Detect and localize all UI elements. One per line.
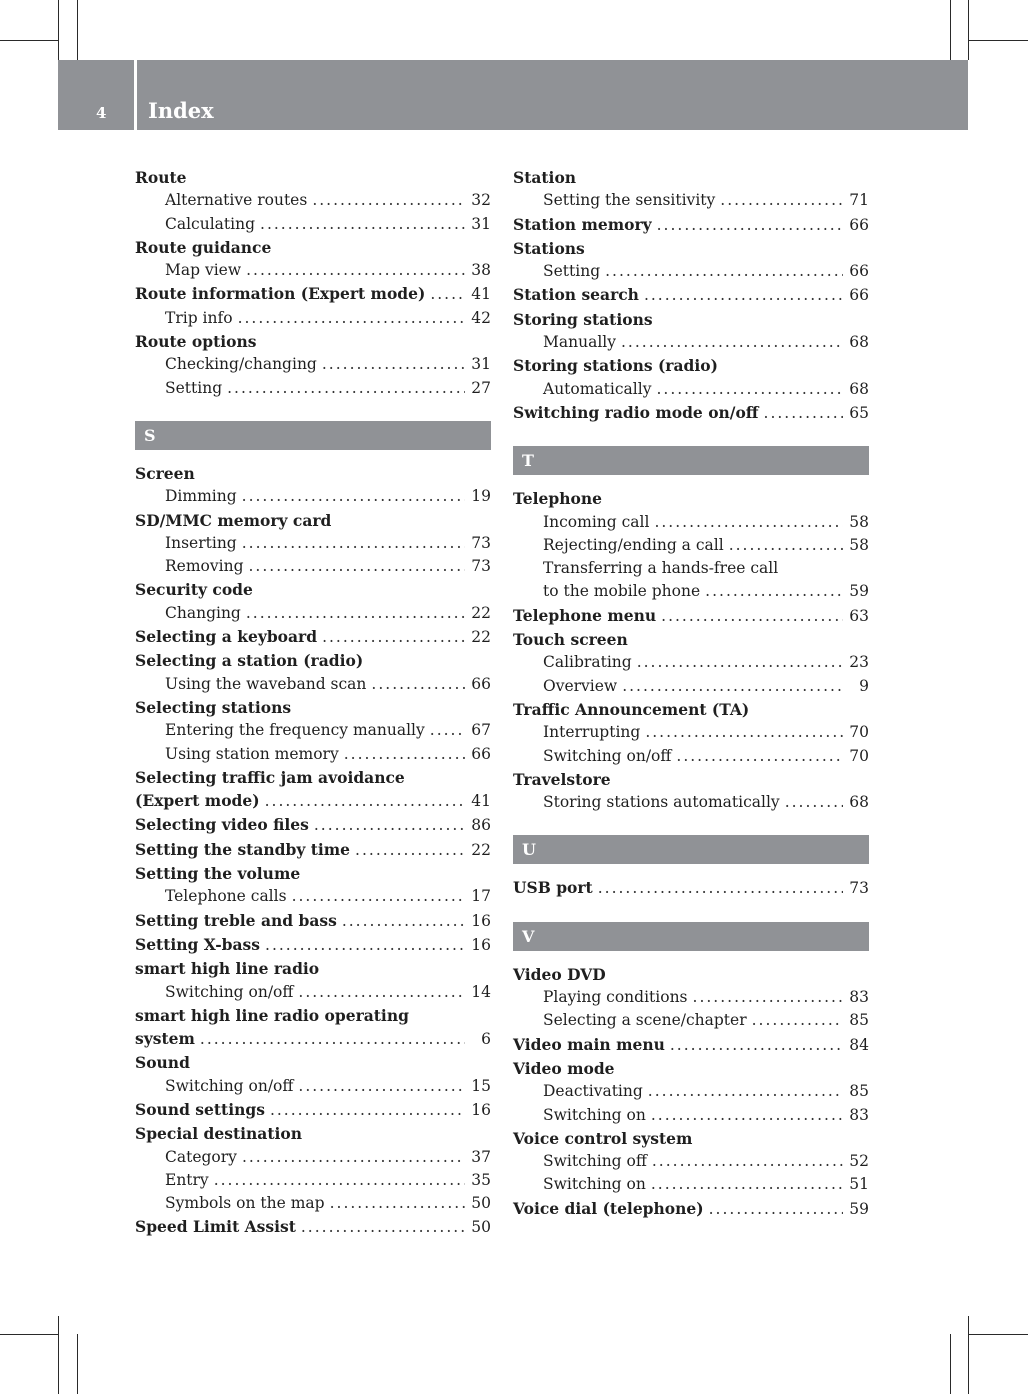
dot-leader — [693, 986, 843, 1009]
entry-text: Switching on — [543, 1175, 646, 1194]
dot-leader — [342, 910, 465, 933]
page-reference: 65 — [849, 403, 869, 422]
header-divider — [134, 60, 137, 130]
page-reference: 22 — [471, 603, 491, 622]
crop-mark — [968, 0, 969, 60]
page-reference: 66 — [471, 674, 491, 693]
index-subentry — [513, 721, 869, 744]
dot-leader — [322, 353, 465, 376]
dot-leader — [238, 307, 465, 330]
page-reference: 38 — [471, 261, 491, 280]
index-subentry — [135, 673, 491, 696]
dot-leader — [605, 260, 843, 283]
dot-leader — [227, 377, 465, 400]
index-subentry — [513, 260, 869, 283]
dot-leader — [298, 981, 465, 1004]
entry-text: Using the waveband scan — [165, 674, 367, 693]
index-term: smart high line radio operating — [135, 1005, 409, 1025]
index-term: SD/MMC memory card — [135, 510, 332, 530]
dot-leader — [656, 378, 843, 401]
index-subentry — [135, 719, 491, 742]
index-subentry — [135, 981, 491, 1004]
entry-text: Using station memory — [165, 744, 339, 763]
entry-text: Setting treble and bass — [135, 910, 337, 930]
index-subentry — [513, 378, 869, 401]
index-term — [135, 838, 491, 862]
dot-leader — [764, 402, 843, 425]
dot-leader — [648, 1080, 843, 1103]
page-reference: 73 — [849, 879, 869, 898]
index-subentry — [513, 580, 869, 603]
entry-text: Deactivating — [543, 1082, 643, 1101]
dot-leader — [314, 814, 465, 837]
section-letter: U — [513, 835, 869, 864]
page-reference: 22 — [471, 628, 491, 647]
index-subentry — [513, 1173, 869, 1196]
entry-text: Removing — [165, 557, 244, 576]
index-term: smart high line radio — [135, 959, 320, 979]
page-reference: 68 — [849, 793, 869, 812]
index-subentry — [135, 1169, 491, 1192]
index-subentry — [135, 1146, 491, 1169]
index-subentry — [135, 743, 491, 766]
index-term: Selecting a station (radio) — [135, 651, 364, 671]
index-term: Travelstore — [513, 769, 611, 789]
index-term: Route — [135, 168, 187, 187]
page-reference: 73 — [471, 557, 491, 576]
entry-text: Category — [165, 1147, 237, 1166]
index-term: Setting the volume — [135, 864, 301, 884]
index-term: Video mode — [513, 1058, 615, 1078]
index-term — [135, 282, 491, 306]
page-reference: 83 — [849, 988, 869, 1007]
page-reference: 66 — [471, 744, 491, 763]
crop-mark — [950, 1334, 951, 1394]
index-subentry — [513, 986, 869, 1009]
dot-leader — [720, 189, 843, 212]
index-term: Telephone — [513, 489, 602, 509]
dot-leader — [200, 1028, 465, 1051]
dot-leader — [651, 1173, 843, 1196]
page-reference: 70 — [849, 746, 869, 765]
page-reference: 19 — [471, 487, 491, 506]
entry-text: Telephone calls — [165, 887, 287, 906]
entry-text: Entering the frequency manually — [165, 721, 425, 740]
dot-leader — [705, 580, 843, 603]
index-subentry — [135, 1075, 491, 1098]
index-term — [135, 1215, 491, 1239]
entry-text: Storing stations automatically — [543, 793, 780, 812]
entry-text: Video main menu — [513, 1034, 665, 1054]
entry-text: Rejecting/ending a call — [543, 535, 724, 554]
entry-text: Overview — [543, 676, 618, 695]
dot-leader — [312, 189, 465, 212]
entry-text: Inserting — [165, 533, 237, 552]
crop-mark — [950, 0, 951, 60]
dot-leader — [785, 791, 843, 814]
index-term — [135, 789, 491, 813]
dot-leader — [652, 1150, 843, 1173]
index-subentry — [135, 602, 491, 625]
page-reference: 14 — [471, 982, 491, 1001]
entry-text: Changing — [165, 603, 241, 622]
crop-mark — [77, 1334, 78, 1394]
index-subentry — [513, 1080, 869, 1103]
page-reference: 59 — [849, 1199, 869, 1218]
page-reference: 16 — [471, 935, 491, 954]
index-subentry: Transferring a hands-free call — [543, 559, 779, 578]
index-term — [135, 813, 491, 837]
page-reference: 52 — [849, 1152, 869, 1171]
crop-mark — [0, 40, 58, 41]
dot-leader — [644, 284, 843, 307]
entry-text: Map view — [165, 261, 242, 280]
page-reference: 51 — [849, 1175, 869, 1194]
dot-leader — [430, 283, 465, 306]
dot-leader — [322, 626, 465, 649]
index-term — [513, 604, 869, 628]
dot-leader — [371, 673, 465, 696]
dot-leader — [242, 485, 465, 508]
crop-mark — [0, 1334, 58, 1335]
entry-text: Speed Limit Assist — [135, 1217, 296, 1237]
page-reference: 66 — [849, 286, 869, 305]
entry-text: Station memory — [513, 214, 652, 234]
entry-text: Calibrating — [543, 653, 632, 672]
page-reference: 6 — [481, 1030, 491, 1049]
page-reference: 31 — [471, 214, 491, 233]
dot-leader — [637, 651, 843, 674]
index-column-left — [135, 166, 491, 1240]
page-title: Index — [148, 98, 214, 123]
index-term — [513, 401, 869, 425]
index-subentry — [513, 791, 869, 814]
index-term — [513, 213, 869, 237]
index-term — [135, 1027, 491, 1051]
index-term: Selecting stations — [135, 697, 292, 717]
index-subentry — [513, 534, 869, 557]
dot-leader — [651, 1104, 843, 1127]
page-reference: 73 — [471, 533, 491, 552]
page-reference: 37 — [471, 1147, 491, 1166]
dot-leader — [729, 534, 843, 557]
entry-text: Playing conditions — [543, 988, 688, 1007]
index-subentry — [135, 1192, 491, 1215]
dot-leader — [661, 605, 843, 628]
index-subentry — [135, 885, 491, 908]
page-reference: 22 — [471, 840, 491, 859]
crop-mark — [968, 1334, 1028, 1335]
page-reference: 15 — [471, 1076, 491, 1095]
index-term: Special destination — [135, 1124, 302, 1144]
page-reference: 50 — [471, 1194, 491, 1213]
entry-text: Automatically — [543, 379, 652, 398]
page-reference: 32 — [471, 191, 491, 210]
page-reference: 16 — [471, 911, 491, 930]
dot-leader — [242, 1146, 465, 1169]
page-reference: 66 — [849, 215, 869, 234]
page-reference: 31 — [471, 355, 491, 374]
entry-text: Setting the standby time — [135, 839, 351, 859]
entry-text: Entry — [165, 1170, 209, 1189]
dot-leader — [430, 719, 465, 742]
page-reference: 9 — [859, 676, 869, 695]
entry-text: USB port — [513, 878, 593, 898]
entry-text: Trip info — [165, 308, 233, 327]
index-term: Storing stations — [513, 309, 653, 329]
index-subentry — [513, 1104, 869, 1127]
index-term — [135, 933, 491, 957]
index-term: Voice control system — [513, 1128, 693, 1148]
entry-text: Calculating — [165, 214, 256, 233]
crop-mark — [968, 40, 1028, 41]
section-letter: S — [135, 421, 491, 450]
page-reference: 16 — [471, 1100, 491, 1119]
crop-mark — [58, 1316, 59, 1394]
dot-leader — [214, 1169, 465, 1192]
dot-leader — [657, 214, 843, 237]
entry-text: Station search — [513, 285, 639, 305]
page-reference: 66 — [849, 262, 869, 281]
dot-leader — [249, 555, 466, 578]
dot-leader — [622, 675, 843, 698]
index-term: Station — [513, 168, 577, 187]
entry-text: Setting — [543, 262, 601, 281]
index-subentry — [135, 532, 491, 555]
index-subentry — [135, 377, 491, 400]
page-reference: 83 — [849, 1105, 869, 1124]
entry-text: Switching on/off — [543, 746, 672, 765]
entry-text: Sound settings — [135, 1099, 265, 1119]
entry-text: Symbols on the map — [165, 1194, 325, 1213]
dot-leader — [709, 1198, 843, 1221]
dot-leader — [621, 331, 843, 354]
index-term — [135, 1098, 491, 1122]
page-reference: 68 — [849, 333, 869, 352]
entry-text: Selecting a scene/chapter — [543, 1011, 747, 1030]
page-reference: 41 — [471, 792, 491, 811]
index-term: Route options — [135, 332, 257, 352]
entry-text: system — [135, 1029, 195, 1049]
index-subentry — [513, 745, 869, 768]
entry-text: (Expert mode) — [135, 791, 260, 811]
dot-leader — [344, 743, 465, 766]
page-reference: 58 — [849, 512, 869, 531]
page-reference: 85 — [849, 1082, 869, 1101]
entry-text: Incoming call — [543, 512, 650, 531]
dot-leader — [265, 790, 465, 813]
entry-text: Voice dial (telephone) — [513, 1198, 704, 1218]
entry-text: to the mobile phone — [543, 582, 701, 601]
dot-leader — [246, 259, 465, 282]
index-term: Route guidance — [135, 237, 272, 257]
index-term: Selecting traffic jam avoidance — [135, 767, 405, 787]
entry-text: Switching off — [543, 1152, 647, 1171]
page-reference: 59 — [849, 582, 869, 601]
index-subentry — [513, 651, 869, 674]
index-subentry — [135, 555, 491, 578]
page-reference: 63 — [849, 606, 869, 625]
index-subentry — [135, 213, 491, 236]
dot-leader — [355, 839, 465, 862]
index-term — [135, 909, 491, 933]
page-reference: 50 — [471, 1218, 491, 1237]
dot-leader — [598, 877, 843, 900]
index-term: Touch screen — [513, 630, 628, 650]
index-term: Security code — [135, 580, 253, 600]
dot-leader — [330, 1192, 465, 1215]
entry-text: Checking/changing — [165, 355, 317, 374]
page-reference: 68 — [849, 379, 869, 398]
entry-text: Setting the sensitivity — [543, 191, 716, 210]
page-reference: 42 — [471, 308, 491, 327]
index-subentry — [135, 307, 491, 330]
index-column-right — [513, 166, 869, 1221]
index-term — [513, 1033, 869, 1057]
section-letter: T — [513, 446, 869, 475]
entry-text: Selecting video files — [135, 815, 309, 835]
dot-leader — [260, 213, 465, 236]
dot-leader — [301, 1216, 465, 1239]
index-term: Video DVD — [513, 964, 606, 984]
crop-mark — [58, 0, 59, 60]
section-letter: V — [513, 922, 869, 951]
page-reference: 17 — [471, 887, 491, 906]
page-number: 4 — [96, 104, 107, 122]
entry-text: Setting X-bass — [135, 934, 261, 954]
entry-text: Switching on/off — [165, 1076, 294, 1095]
crop-mark — [968, 1316, 969, 1394]
dot-leader — [246, 602, 465, 625]
entry-text: Selecting a keyboard — [135, 627, 318, 647]
index-term: Traffic Announcement (TA) — [513, 699, 750, 719]
index-term: Screen — [135, 463, 195, 483]
index-subentry — [513, 1150, 869, 1173]
index-subentry — [135, 353, 491, 376]
index-term — [135, 625, 491, 649]
dot-leader — [752, 1009, 843, 1032]
entry-text: Dimming — [165, 487, 237, 506]
dot-leader — [645, 721, 843, 744]
dot-leader — [298, 1075, 465, 1098]
index-subentry — [513, 331, 869, 354]
entry-text: Manually — [543, 333, 616, 352]
entry-text: Interrupting — [543, 723, 641, 742]
page-reference: 35 — [471, 1170, 491, 1189]
index-subentry — [135, 485, 491, 508]
page-reference: 67 — [471, 721, 491, 740]
dot-leader — [654, 511, 843, 534]
dot-leader — [676, 745, 843, 768]
entry-text: Switching radio mode on/off — [513, 402, 759, 422]
page-reference: 41 — [471, 285, 491, 304]
entry-text: Route information (Expert mode) — [135, 284, 426, 304]
index-term: Storing stations (radio) — [513, 356, 718, 376]
entry-text: Switching on — [543, 1105, 646, 1124]
entry-text: Setting — [165, 378, 223, 397]
page-reference: 86 — [471, 816, 491, 835]
entry-text: Switching on/off — [165, 982, 294, 1001]
index-term — [513, 1197, 869, 1221]
crop-mark — [77, 0, 78, 60]
index-subentry — [135, 259, 491, 282]
index-term — [513, 876, 869, 900]
index-subentry — [513, 675, 869, 698]
index-term: Sound — [135, 1053, 190, 1073]
index-subentry — [513, 1009, 869, 1032]
index-subentry — [135, 189, 491, 212]
page-reference: 84 — [849, 1035, 869, 1054]
dot-leader — [270, 1099, 465, 1122]
page-reference: 58 — [849, 535, 869, 554]
index-subentry — [513, 511, 869, 534]
page-reference: 23 — [849, 653, 869, 672]
index-term: Stations — [513, 238, 585, 258]
entry-text: Alternative routes — [165, 191, 308, 210]
entry-text: Telephone menu — [513, 605, 657, 625]
dot-leader — [242, 532, 465, 555]
index-term — [513, 283, 869, 307]
page-reference: 85 — [849, 1011, 869, 1030]
dot-leader — [670, 1034, 843, 1057]
index-subentry — [513, 189, 869, 212]
page-reference: 27 — [471, 378, 491, 397]
page-reference: 71 — [849, 191, 869, 210]
page-reference: 70 — [849, 723, 869, 742]
dot-leader — [292, 885, 465, 908]
dot-leader — [265, 934, 465, 957]
